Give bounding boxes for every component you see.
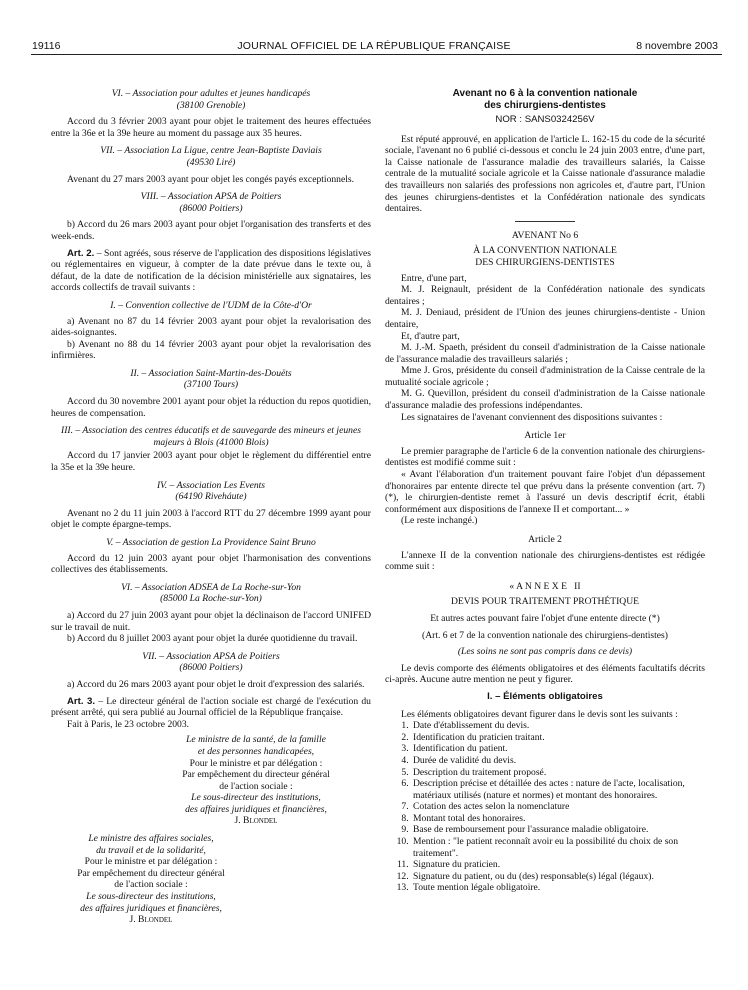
devis-heading: DEVIS POUR TRAITEMENT PROTHÉTIQUE bbox=[450, 596, 640, 608]
paragraph: b) Accord du 8 juillet 2003 ayant pour objet la durée quotidienne du travail. bbox=[67, 633, 358, 645]
paragraph: b) Avenant no 88 du 14 février 2003 ayant pour objet la revalorisation des infirmières. bbox=[51, 338, 371, 362]
signature-line: Le sous-directeur des institutions, bbox=[86, 891, 216, 903]
section-location: (64190 Riveháute) bbox=[175, 491, 247, 503]
section-heading-text: I. – Éléments obligatoires bbox=[487, 690, 603, 702]
section-location: (86000 Poitiers) bbox=[179, 202, 243, 214]
paragraph: Le devis comporte des éléments obligatoires et des éléments facultatifs décrits ci-après. Aucune autre mention ne peut y figurer. bbox=[385, 662, 705, 686]
section-title: V. – Association de gestion La Providence Saint Bruno bbox=[106, 537, 316, 548]
signatory-name: J. Blondel bbox=[129, 914, 173, 926]
right-column bbox=[385, 88, 705, 894]
paragraph: (Le reste inchangé.) bbox=[401, 515, 478, 527]
article-heading: Article 1er bbox=[524, 430, 566, 442]
list-item: 7. Cotation des actes selon la nomenclature bbox=[411, 801, 705, 813]
signature-line: de l'action sociale : bbox=[219, 780, 293, 792]
list-item: 5. Description du traitement proposé. bbox=[411, 767, 705, 779]
paragraph: M. J.-M. Spaeth, président du conseil d'administration de la Caisse nationale de l'assurance maladie des travailleurs salariés ; bbox=[385, 342, 705, 365]
paragraph: Est réputé approuvé, en application de l'article L. 162-15 du code de la sécurité sociale, l'avenant no 6 publié ci-dessous et conclu le 24 juin 2003 entre, d'une part, la Caisse nationale de l'assurance maladie des travailleurs salariés, la Caisse centrale de la mutualité sociale agricole et la Caisse nationale d'assurance maladie des travailleurs non salariés des professions non agricoles et, d'autre part, l'Union des jeunes chirurgiens-dentistes et la Confédération nationale des syndicats dentaires. bbox=[385, 133, 705, 215]
avenant-title: Avenant no 6 à la convention nationale bbox=[452, 88, 638, 99]
paragraph: M. J. Deniaud, président de l'Union des jeunes chirurgiens-dentiste - Union dentaire, bbox=[385, 307, 705, 330]
section-title: VII. – Association APSA de Poitiers bbox=[142, 650, 280, 662]
paragraph: (Les soins ne sont pas compris dans ce devis) bbox=[457, 646, 633, 658]
mandatory-elements-list bbox=[385, 720, 705, 894]
article-3 bbox=[51, 696, 371, 719]
paragraph: a) Avenant no 87 du 14 février 2003 ayant pour objet la revalorisation des aides-soignantes. bbox=[51, 315, 371, 339]
signature-line: Pour le ministre et par délégation : bbox=[84, 856, 218, 868]
section-location: (85000 La Roche-sur-Yon) bbox=[160, 593, 262, 605]
paragraph: M. G. Quevillon, président du conseil d'administration de la Caisse nationale d'assurance maladie des professions indépendantes. bbox=[385, 388, 705, 412]
article-text: – Sont agréés, sous réserve de l'application des dispositions législatives ou réglementaires en vigueur, à compter de la date prévue dans le texte ou, à défaut, de la date de notification de la décision ministérielle aux signataires, les accords collectifs de travail suivants : bbox=[51, 247, 371, 294]
section-title: VI. – Association pour adultes et jeunes handicapés bbox=[111, 88, 311, 99]
signature-line: Pour le ministre et par délégation : bbox=[189, 757, 323, 769]
header-rule bbox=[31, 54, 722, 55]
paragraph: Accord du 30 novembre 2001 ayant pour objet la réduction du repos quotidien, heures de compensation. bbox=[51, 396, 371, 419]
list-item: 3. Identification du patient. bbox=[411, 743, 705, 755]
article-label: Art. 2. bbox=[67, 247, 95, 259]
paragraph: L'annexe II de la convention nationale des chirurgiens-dentistes est rédigée comme suit : bbox=[385, 549, 705, 573]
article-2 bbox=[51, 248, 371, 294]
section-title: IV. – Association Les Events bbox=[156, 479, 266, 491]
paragraph: Le premier paragraphe de l'article 6 de la convention nationale des chirurgiens-dentistes est modifié comme suit : bbox=[385, 445, 705, 469]
paragraph: Avenant no 2 du 11 juin 2003 à l'accord RTT du 27 décembre 1999 ayant pour objet le compte épargne-temps. bbox=[51, 507, 371, 531]
signature-line: des affaires juridiques et financières, bbox=[80, 902, 222, 914]
section-location: (49530 Liré) bbox=[186, 156, 236, 168]
section-heading bbox=[385, 691, 705, 703]
section-location: (86000 Poitiers) bbox=[179, 662, 243, 674]
list-item: 13. Toute mention légale obligatoire. bbox=[411, 882, 705, 894]
signature-line: Par empêchement du directeur général bbox=[77, 867, 225, 879]
section-title: VII. – Association La Ligue, centre Jean-Baptiste Daviais bbox=[100, 145, 322, 157]
paragraph: Et autres actes pouvant faire l'objet d'une entente directe (*) bbox=[430, 612, 660, 624]
paragraph: Accord du 17 janvier 2003 ayant pour objet le règlement du différentiel entre la 35e et la 39e heure. bbox=[51, 450, 371, 474]
signature-line: de l'action sociale : bbox=[114, 879, 188, 891]
convention-heading: À LA CONVENTION NATIONALE bbox=[473, 245, 617, 257]
paragraph: Les signataires de l'avenant conviennent des dispositions suivantes : bbox=[401, 411, 663, 423]
list-item: 1. Date d'établissement du devis. bbox=[411, 720, 705, 732]
list-item: 2. Identification du praticien traitant. bbox=[411, 732, 705, 744]
signatory-name: J. Blondel bbox=[234, 815, 278, 827]
article-label: Art. 3. bbox=[67, 695, 96, 707]
list-item: 8. Montant total des honoraires. bbox=[411, 813, 705, 825]
left-column bbox=[51, 88, 371, 926]
paragraph: Et, d'autre part, bbox=[401, 330, 460, 342]
signature-line: Le sous-directeur des institutions, bbox=[191, 792, 321, 804]
signature-line: Par empêchement du directeur général bbox=[182, 769, 330, 781]
paragraph: Entre, d'une part, bbox=[401, 272, 467, 284]
nor-reference: NOR : SANS0324256V bbox=[495, 114, 595, 125]
paragraph: M. J. Reignault, président de la Confédération nationale des syndicats dentaires ; bbox=[385, 284, 705, 307]
paragraph: Mme J. Gros, présidente du conseil d'administration de la Caisse centrale de la mutualité sociale agricole ; bbox=[385, 365, 705, 388]
issue-date: 8 novembre 2003 bbox=[636, 40, 718, 52]
section-title: VIII. – Association APSA de Poitiers bbox=[140, 191, 282, 203]
section-title: VI. – Association ADSEA de La Roche-sur-Yon bbox=[121, 581, 301, 593]
article-text: – Le directeur général de l'action sociale est chargé de l'exécution du présent arrêté, qui sera publié au Journal officiel de la République française. bbox=[51, 695, 371, 719]
section-title: I. – Convention collective de l'UDM de la Côte-d'Or bbox=[110, 299, 312, 311]
paragraph: « Avant l'élaboration d'un traitement pouvant faire l'objet d'un dépassement d'honoraires par entente directe tel que prévu dans la présente convention (art. 7) (*), le chirurgien-dentiste remet à l'assuré un devis descriptif écrit, établi conformément aux dispositions de l'annexe II et comportant... » bbox=[385, 469, 705, 515]
list-item: 11. Signature du praticien. bbox=[411, 859, 705, 871]
section-location: (38100 Grenoble) bbox=[176, 99, 246, 111]
signature-line: et des personnes handicapées, bbox=[197, 745, 315, 757]
paragraph: Accord du 3 février 2003 ayant pour objet le traitement des heures effectuées entre la 36e et la 39e heure au moment du passage aux 35 heures. bbox=[51, 116, 371, 139]
avenant-heading: AVENANT No 6 bbox=[511, 229, 579, 241]
section-title: III. – Association des centres éducatifs et de sauvegarde des mineurs et jeunes majeurs à Blois (41000 Blois) bbox=[61, 425, 361, 448]
list-item: 6. Description précise et détaillée des actes : nature de l'acte, localisation, matériaux utilisés (nature et normes) et montant des honoraires. bbox=[411, 778, 705, 801]
signature-line: du travail et de la solidarité, bbox=[96, 844, 206, 856]
paragraph: b) Accord du 26 mars 2003 ayant pour objet l'organisation des transferts et des week-ends. bbox=[51, 219, 371, 242]
paragraph: Les éléments obligatoires devant figurer dans le devis sont les suivants : bbox=[401, 708, 678, 720]
paragraph: (Art. 6 et 7 de la convention nationale des chirurgiens-dentistes) bbox=[422, 629, 668, 641]
paragraph: Avenant du 27 mars 2003 ayant pour objet les congés payés exceptionnels. bbox=[67, 173, 355, 185]
annexe-heading: « A N N E X E II bbox=[509, 580, 581, 592]
section-location: (37100 Tours) bbox=[183, 379, 239, 391]
list-item: 12. Signature du patient, ou du (des) responsable(s) légal (légaux). bbox=[411, 871, 705, 883]
avenant-title-2: des chirurgiens-dentistes bbox=[484, 100, 606, 111]
convention-heading-2: DES CHIRURGIENS-DENTISTES bbox=[475, 256, 615, 268]
paragraph: Accord du 12 juin 2003 ayant pour objet l'harmonisation des conventions collectives des établissements. bbox=[51, 552, 371, 576]
page-number: 19116 bbox=[32, 40, 61, 52]
separator-rule bbox=[515, 221, 575, 222]
date-line: Fait à Paris, le 23 octobre 2003. bbox=[67, 718, 190, 730]
list-item: 9. Base de remboursement pour l'assurance maladie obligatoire. bbox=[411, 824, 705, 836]
paragraph: a) Accord du 26 mars 2003 ayant pour objet le droit d'expression des salariés. bbox=[67, 678, 365, 690]
list-item: 10. Mention : "le patient reconnaît avoir eu la possibilité du choix de son traitement". bbox=[411, 836, 705, 859]
signature-line: Le ministre des affaires sociales, bbox=[88, 833, 214, 845]
signature-line: Le ministre de la santé, de la famille bbox=[186, 734, 326, 746]
signature-block-2 bbox=[51, 833, 251, 926]
page-header bbox=[0, 30, 748, 52]
signature-block-1 bbox=[141, 734, 371, 827]
article-heading: Article 2 bbox=[528, 534, 562, 545]
signature-line: des affaires juridiques et financières, bbox=[185, 803, 327, 815]
list-item: 4. Durée de validité du devis. bbox=[411, 755, 705, 767]
journal-title: JOURNAL OFFICIEL DE LA RÉPUBLIQUE FRANÇAISE bbox=[237, 40, 511, 52]
paragraph: a) Accord du 27 juin 2003 ayant pour objet la déclinaison de l'accord UNIFED sur le travail de nuit. bbox=[51, 609, 371, 633]
section-title: II. – Association Saint-Martin-des-Douëts bbox=[130, 367, 292, 379]
